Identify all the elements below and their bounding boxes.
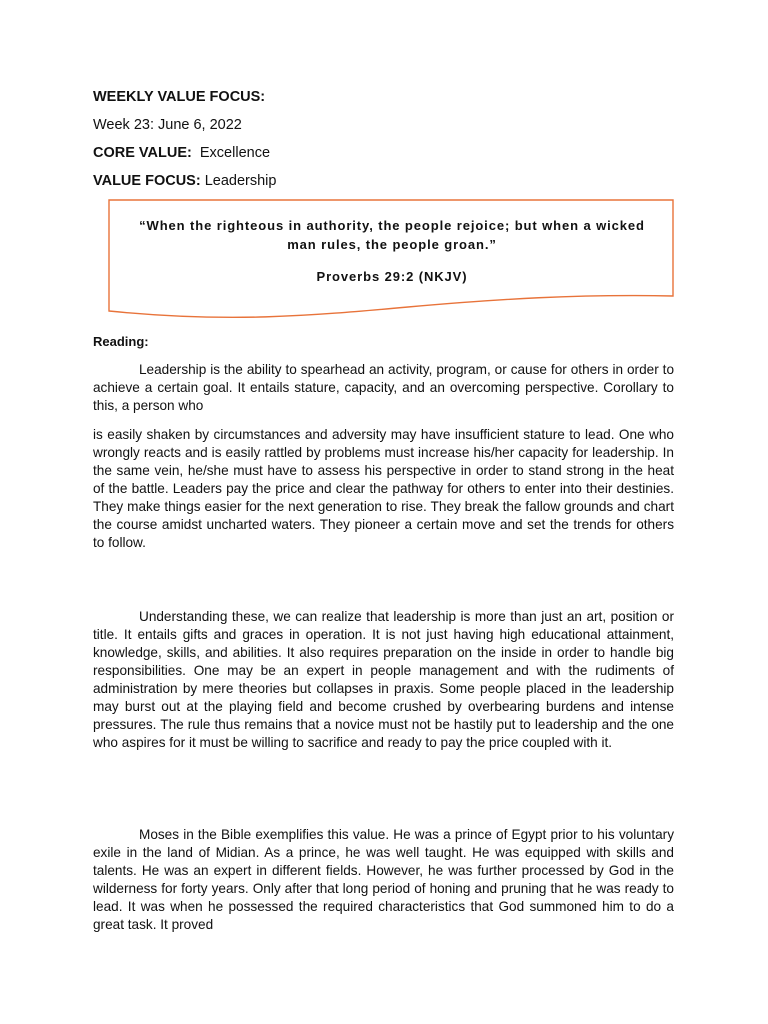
value-focus-line — [93, 172, 276, 190]
document-title — [93, 88, 265, 106]
reading-paragraph: Leadership is the ability to spearhead an activity, program, or cause for others in order to achieve a certain goal. It entails stature, capacity, and an overcoming perspective. Corollary to this, a person who — [93, 362, 674, 413]
week-date-line: Week 23: June 6, 2022 — [93, 117, 242, 133]
core-value-label: CORE VALUE: — [93, 145, 192, 161]
reading-paragraph: Understanding these, we can realize that leadership is more than just an art, position or title. It entails gifts and graces in operation. It is not just having high educational attainment, knowledge, skills, and abilities. It also requires preparation on the inside in order to handle big responsibilities. One may be an expert in people management and with the rudiments of administration by mere theories but collapses in praxis. Some people placed in the leadership may burst out at the playing field and become crushed by overbearing burdens and intense pressures. The rule thus remains that a novice must not be hastily put to leadership and the one who aspires for it must be willing to sacrifice and ready to pay the price coupled with it. — [93, 609, 674, 750]
verse-callout — [108, 199, 674, 325]
core-value-line — [93, 144, 270, 162]
weekly-value-focus-heading: WEEKLY VALUE FOCUS: — [93, 89, 266, 105]
reading-paragraph: Moses in the Bible exemplifies this value. He was a prince of Egypt prior to his voluntary exile in the land of Midian. As a prince, he was well taught. He was equipped with skills and talents. He was an expert in different fields. However, he was further processed by God in the wilderness for forty years. Only after that long period of honing and pruning that he was ready to lead. It was when he possessed the required characteristics that God summoned him to do a great task. It proved — [93, 827, 674, 932]
verse-quote: “When the righteous in authority, the people rejoice; but when a wicked man rules, the people groan.” — [139, 218, 645, 252]
reading-paragraph: is easily shaken by circumstances and adversity may have insufficient stature to lead. One who wrongly reacts and is easily rattled by problems must increase his/her capacity for leadership. In the same vein, he/she must have to assess his perspective in order to stand strong in the heat of the battle. Leaders pay the price and clear the pathway for others to enter into their destinies. They make things easier for the next generation to rise. They break the fallow grounds and chart the course amidst uncharted waters. They pioneer a certain move and set the trends for others to follow. — [93, 427, 674, 550]
verse-reference: Proverbs 29:2 (NKJV) — [316, 269, 468, 284]
value-focus-text: Leadership — [204, 173, 277, 189]
reading-heading: Reading: — [93, 334, 149, 349]
core-value-text: Excellence — [199, 145, 271, 161]
value-focus-label: VALUE FOCUS: — [93, 173, 201, 189]
